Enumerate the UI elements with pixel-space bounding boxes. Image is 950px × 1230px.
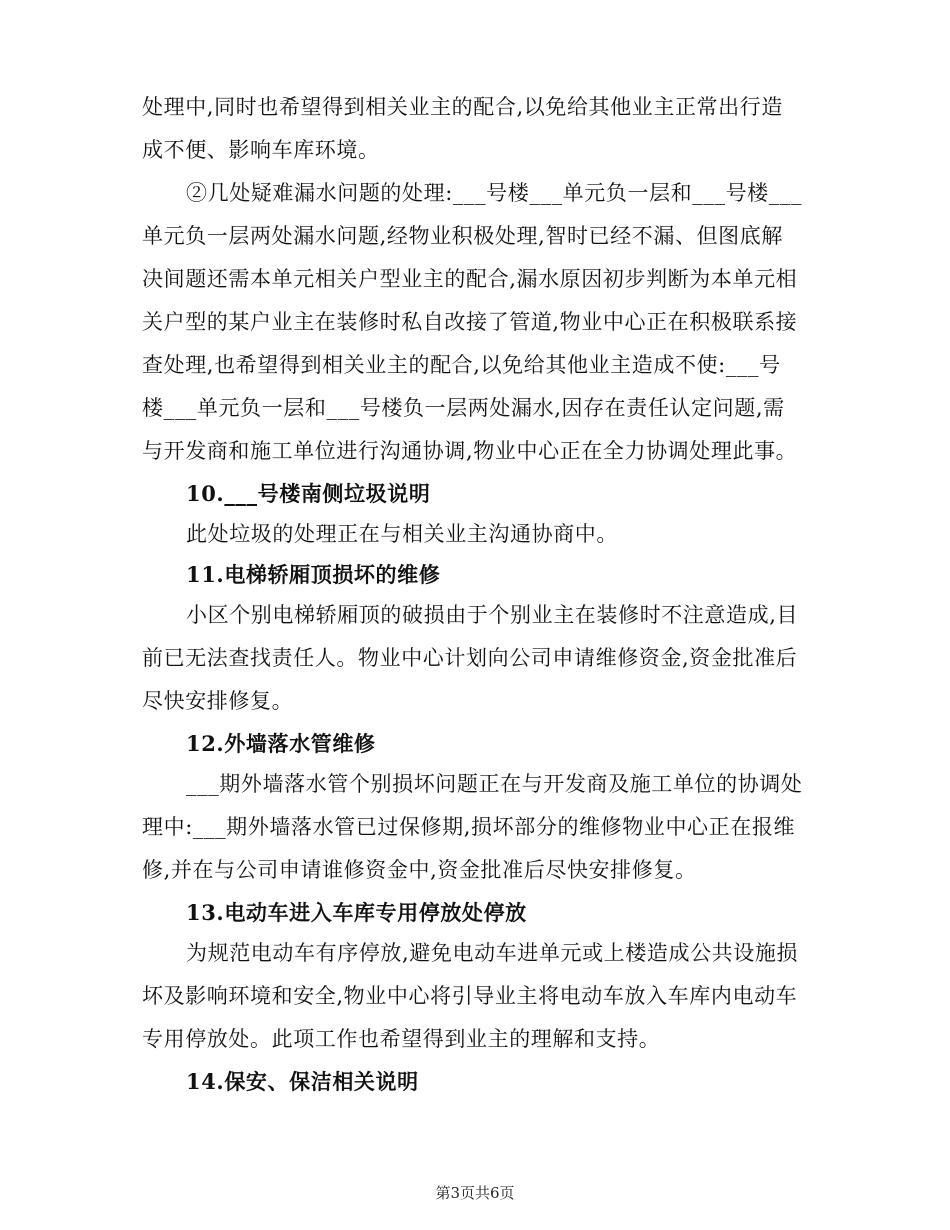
section-heading: 14.保安、保洁相关说明 [186, 1069, 419, 1094]
body-line: 成不便、影响车库环境。 [142, 138, 380, 162]
body-line: 专用停放处。此项工作也希望得到业主的理解和支持。 [142, 1027, 661, 1051]
body-line: 此处垃圾的处理正在与相关业主沟通协商中。 [186, 522, 618, 546]
body-line: 尽快安排修复。 [142, 689, 294, 713]
body-line: 前已无法查找责任人。物业中心计划向公司申请维修资金,资金批准后 [142, 646, 798, 670]
page-number: 第3页共6页 [435, 1184, 515, 1202]
body-line: 处理中,同时也希望得到相关业主的配合,以免给其他业主正常出行造 [142, 95, 783, 119]
body-line: 为规范电动车有序停放,避免电动车进单元或上楼造成公共设施损 [186, 941, 799, 965]
body-line: 单元负一层两处漏水问题,经物业积极处理,智时已经不漏、但图底解 [142, 224, 783, 248]
body-line: ②几处疑难漏水问题的处理:___号楼___单元负一层和___号楼___ [186, 181, 803, 205]
body-line: 楼___单元负一层和___号楼负一层两处漏水,因存在责任认定问题,需 [142, 396, 785, 420]
body-line: 决间题还需本单元相关户型业主的配合,漏水原因初步判断为本单元相 [142, 267, 798, 291]
body-line: ___期外墙落水管个别损坏问题正在与开发商及施工单位的协调处 [186, 772, 803, 796]
section-heading: 13.电动车进入车库专用停放处停放 [186, 900, 527, 925]
body-line: 关户型的某户业主在装修时私自改接了管道,物业中心正在积极联系接 [142, 310, 798, 334]
section-heading: 10.___号楼南侧垃圾说明 [186, 481, 431, 506]
section-heading: 12.外墙落水管维修 [186, 731, 376, 756]
section-heading: 11.电梯轿厢顶损坏的维修 [186, 562, 441, 587]
body-line: 小区个别电梯轿厢顶的破损由于个别业主在装修时不注意造成,目 [186, 603, 799, 627]
body-line: 与开发商和施工单位进行沟通协调,物业中心正在全力协调处理此事。 [142, 439, 798, 463]
body-line: 理中:___期外墙落水管已过保修期,损坏部分的维修物业中心正在报维 [142, 815, 796, 839]
body-line: 查处理,也希望得到相关业主的配合,以免给其他业主造成不使:___号 [142, 353, 781, 377]
body-line: 修,并在与公司申请谁修资金中,资金批准后尽快安排修复。 [142, 858, 697, 882]
body-line: 坏及影响环境和安全,物业中心将引导业主将电动车放入车库内电动车 [142, 984, 798, 1008]
